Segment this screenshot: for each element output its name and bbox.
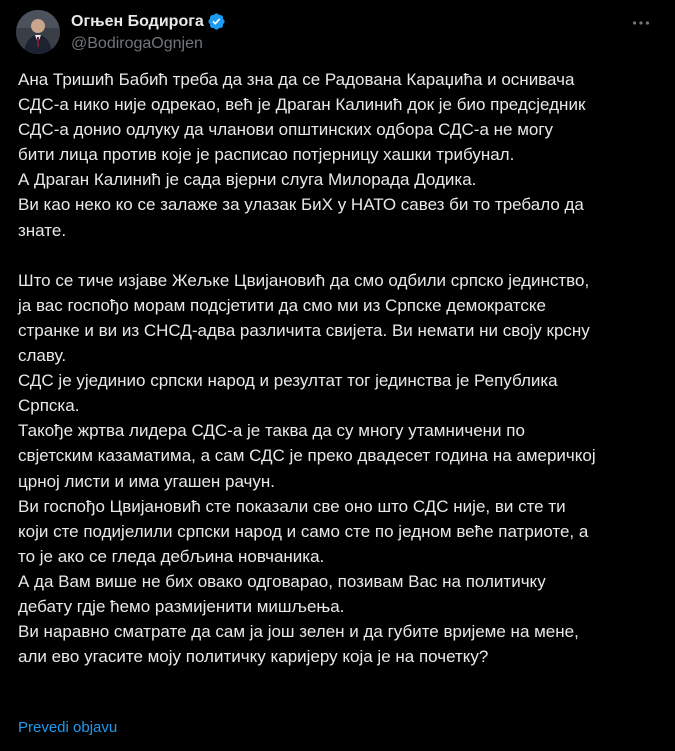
tweet-text	[18, 67, 660, 669]
tweet-line: свјетским казаматима, а сам СДС је преко двадесет година на америчкој	[18, 446, 596, 466]
tweet-line: Ви госпођо Цвијановић сте показали све оно што СДС није, ви сте ти	[18, 496, 566, 516]
display-name-row	[71, 11, 226, 32]
tweet-line: знате.	[18, 220, 67, 240]
tweet-line: Ана Тришић Бабић треба да зна да се Радована Караџића и оснивача	[18, 70, 575, 89]
display-name[interactable]: Огњен Бодирога	[71, 12, 204, 30]
tweet-line: Ви наравно сматрате да сам ја још зелен и да губите вријеме на мене,	[18, 622, 579, 642]
tweet-line: Што се тиче изјаве Жељке Цвијановић да смо одбили српско јединство,	[18, 270, 590, 290]
more-options-icon[interactable]	[627, 12, 655, 34]
verified-badge-icon[interactable]	[207, 12, 226, 31]
tweet-line: црној листи и има угашен рачун.	[18, 471, 276, 491]
tweet-line: А да Вам више не бих овако одговарао, позивам Вас на политичку	[18, 571, 546, 591]
author-handle[interactable]: @BodirogaOgnjen	[71, 35, 203, 52]
tweet-line: СДС-а донио одлуку да чланови општинских одбора СДС-а не могу	[18, 120, 554, 140]
tweet-line: Српска.	[18, 396, 80, 416]
author-names	[71, 11, 226, 53]
tweet-line: славу.	[18, 346, 67, 366]
tweet-line: дебату гдје ћемо размијенити мишљења.	[18, 596, 345, 616]
tweet-line: Ви као неко ко се залаже за улазак БиХ у НАТО савез би то требало да	[18, 195, 584, 215]
tweet-blank-line	[18, 243, 660, 268]
tweet-line: странке и ви из СНСД-адва различита свијета. Ви немати ни своју крсну	[18, 320, 590, 340]
tweet-line: бити лица против које је расписао потјерницу хашки трибунал.	[18, 145, 515, 165]
tweet-line: А Драган Калинић је сада вјерни слуга Милорада Додика.	[18, 170, 477, 190]
tweet-line: који сте подијелили српски народ и само сте по једном веће патриоте, а	[18, 521, 589, 541]
tweet-line: то је ако се гледа дебљина новчаника.	[18, 546, 325, 566]
tweet-line: СДС је ујединио српски народ и резултат тог јединства је Република	[18, 371, 558, 391]
avatar-photo	[16, 10, 60, 54]
tweet-header	[16, 10, 659, 54]
tweet-line: Такође жртва лидера СДС-а је таква да су многу утамничени по	[18, 421, 525, 441]
tweet-line: ја вас госпођо морам подсјетити да смо ми из Српске демократске	[18, 295, 546, 315]
avatar[interactable]	[16, 10, 60, 54]
tweet-line: СДС-а нико није одрекао, већ је Драган Калинић док је био предсједник	[18, 95, 586, 115]
tweet-line: али ево угасите моју политичку каријеру која је на почетку?	[18, 647, 489, 667]
translate-post-link[interactable]: Prevedi objavu	[18, 719, 118, 736]
